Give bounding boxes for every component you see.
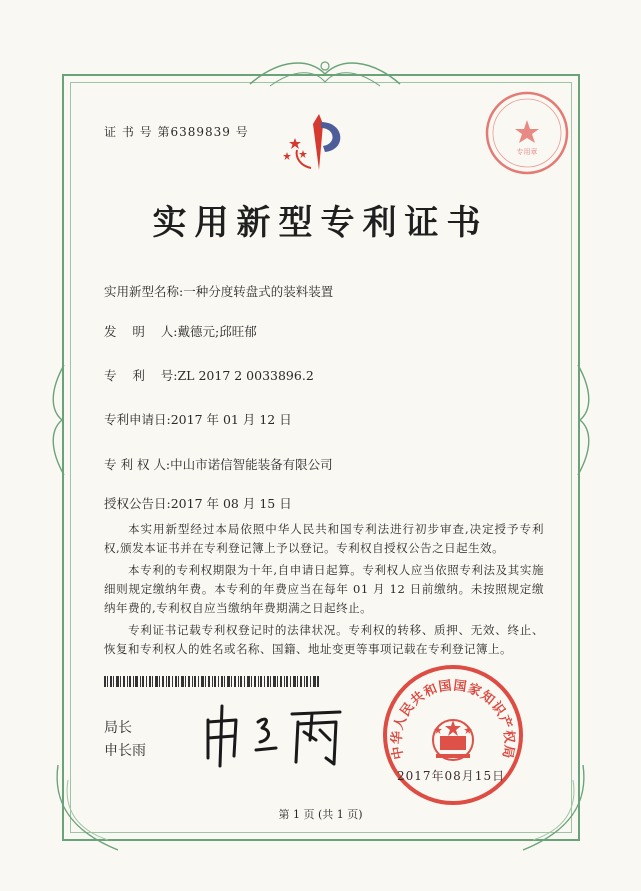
certificate-number: 证 书 号 第6389839 号 <box>104 125 249 139</box>
grant-date-row <box>104 494 292 512</box>
utility-model-name-label: 实用新型名称: <box>104 284 184 299</box>
page-number: 第 1 页 (共 1 页) <box>278 808 363 821</box>
patent-office-logo <box>283 110 355 182</box>
svg-text:专用章: 专用章 <box>516 148 538 156</box>
filing-date-label: 专利申请日: <box>104 412 171 427</box>
left-ornament <box>48 360 70 480</box>
director-title: 局长 <box>104 720 132 736</box>
filing-date-row <box>104 410 292 428</box>
patentee-label: 专 利 权 人: <box>104 457 171 472</box>
body-paragraph-legal-status: 专利证书记载专利权登记时的法律状况。专利权的转移、质押、无效、终止、恢复和专利权人的姓名或名称、国籍、地址变更等事项记载在专利登记簿上。 <box>104 623 544 656</box>
patent-number-label: 专 利 号: <box>104 368 178 383</box>
body-paragraph-grant: 本实用新型经过本局依照中华人民共和国专利法进行初步审查,决定授予专利权,颁发本证书并在专利登记簿上予以登记。专利权自授权公告之日起生效。 <box>104 522 544 555</box>
patent-number-row <box>104 366 314 384</box>
right-ornament <box>572 360 594 480</box>
utility-model-name-value: 一种分度转盘式的装料装置 <box>183 284 334 299</box>
official-seal <box>378 660 528 810</box>
certificate-body <box>104 520 544 662</box>
local-office-stamp <box>482 88 572 178</box>
body-paragraph-term: 本专利的专利权期限为十年,自申请日起算。专利权人应当依照专利法及其实施细则规定缴纳年费。本专利的年费应当在每年 01 月 12 日前缴纳。未按照规定缴纳年费的,专利权自应当缴纳年费期满之日起终止。 <box>104 563 544 615</box>
grant-date-value: 2017 年 08 月 15 日 <box>170 496 292 511</box>
patentee-value: 中山市诺信智能装备有限公司 <box>170 457 333 472</box>
certificate-title: 实用新型专利证书 <box>152 203 489 243</box>
svg-text:中华人民共和国国家知识产权局: 中华人民共和国国家知识产权局 <box>389 678 517 761</box>
grant-date-label: 授权公告日: <box>104 496 171 511</box>
inventor-label: 发 明 人: <box>104 324 178 339</box>
director-name: 申长雨 <box>104 743 146 759</box>
filing-date-value: 2017 年 01 月 12 日 <box>170 412 292 427</box>
patentee-row <box>104 455 333 473</box>
director-signature <box>200 700 350 770</box>
seal-date: 2017年08月15日 <box>397 769 506 783</box>
barcode <box>104 676 319 687</box>
inventor-value: 戴德元;邱旺郁 <box>177 324 257 339</box>
top-ornament <box>240 56 410 92</box>
patent-number-value: ZL 2017 2 0033896.2 <box>177 368 314 383</box>
inventor-row <box>104 322 257 340</box>
utility-model-name-row <box>104 282 333 300</box>
